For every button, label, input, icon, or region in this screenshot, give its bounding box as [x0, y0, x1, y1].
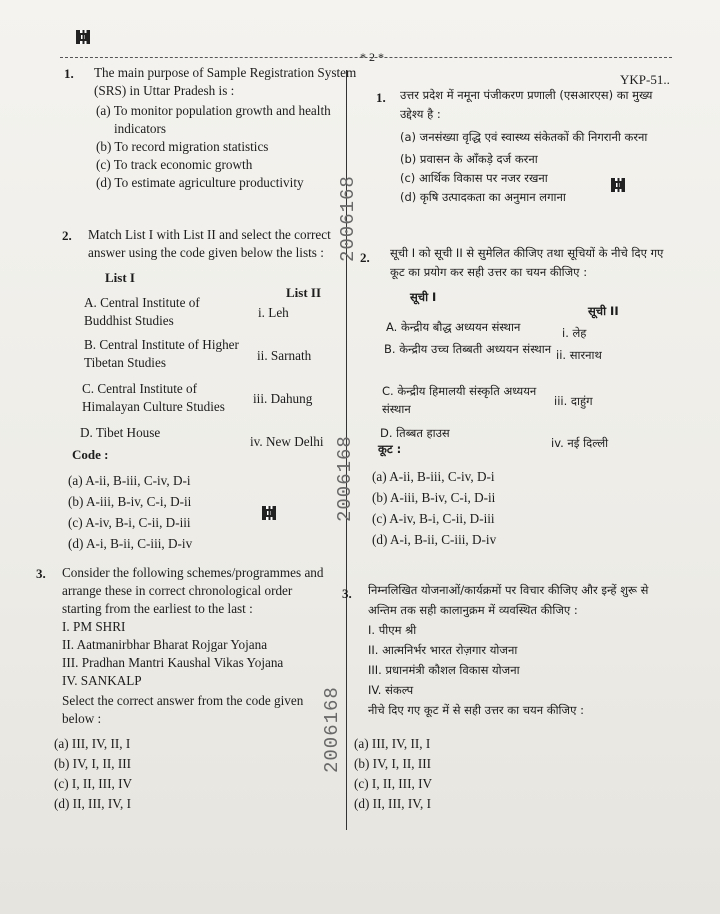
option-c: (c) A-iv, B-i, C-ii, D-iii: [372, 511, 495, 526]
option-a: (a) A-ii, B-iii, C-iv, D-i: [68, 473, 191, 488]
question-stem: निम्नलिखित योजनाओं/कार्यक्रमों पर विचार कीजिए और इन्हें शुरू से अन्तिम तक सही कालानुक्रम में व्यवस्थित कीजिए :: [368, 583, 649, 617]
option-a: (a) A-ii, B-iii, C-iv, D-i: [372, 469, 495, 484]
option-d: (d) कृषि उत्पादकता का अनुमान लगाना: [400, 190, 566, 204]
watermark: 2006168: [321, 686, 343, 773]
item-4: IV. SANKALP: [62, 673, 142, 688]
option-b: (b) IV, I, II, III: [354, 756, 432, 771]
paper-code: YKP-51..: [620, 72, 670, 87]
item-3: III. प्रधानमंत्री कौशल विकास योजना: [368, 663, 520, 677]
option-a: (a) To monitor population growth and health indicators: [96, 103, 331, 136]
list-1-item: C. Central Institute of Himalayan Culture Studies: [82, 381, 225, 414]
option-a: (a) जनसंख्या वृद्धि एवं स्वास्थ्य संकेतकों की निगरानी करना: [400, 130, 648, 144]
list-2-header: List II: [286, 285, 322, 300]
option-a: (a) III, IV, II, I: [354, 736, 431, 751]
list-1-item: D. तिब्बत हाउस: [380, 426, 450, 440]
question-1-en: [94, 64, 362, 192]
list-2-item: i. लेह: [562, 326, 587, 340]
question-3-hi: [368, 580, 656, 720]
question-2-stem-hi: सूची I को सूची II से सुमेलित कीजिए तथा सूचियों के नीचे दिए गए कूट का प्रयोग कर सही उत्तर का चयन कीजिए :: [390, 246, 664, 279]
page-number: * 2 *: [360, 50, 384, 64]
code-label: Code :: [72, 447, 109, 462]
question-number: 3.: [342, 586, 352, 601]
option-d: (d) II, III, IV, I: [354, 796, 432, 811]
list-2-item: iii. Dahung: [253, 391, 313, 406]
watermark: 2006168: [334, 435, 356, 522]
list-1-item: B. Central Institute of Higher Tibetan Studies: [84, 337, 239, 370]
list-1-item: C. केन्द्रीय हिमालयी संस्कृति अध्ययन संस्थान: [382, 384, 537, 416]
question-2-stem-en: Match List I with List II and select the correct answer using the code given below the lists :: [88, 227, 331, 260]
item-3: III. Pradhan Mantri Kaushal Vikas Yojana: [62, 655, 284, 670]
list-1-header: सूची I: [410, 290, 437, 304]
item-4: IV. संकल्प: [368, 683, 414, 697]
list-2-item: iv. New Delhi: [250, 434, 324, 449]
list-1-item: D. Tibet House: [80, 425, 161, 440]
question-stem: उत्तर प्रदेश में नमूना पंजीकरण प्रणाली (एसआरएस) का मुख्य उद्देश्य है :: [400, 88, 653, 121]
option-a: (a) III, IV, II, I: [54, 736, 131, 751]
option-b: (b) IV, I, II, III: [54, 756, 132, 771]
list-2-item: i. Leh: [258, 305, 289, 320]
option-c: (c) I, II, III, IV: [54, 776, 132, 791]
option-b: (b) To record migration statistics: [96, 139, 269, 154]
question-1-hi: [400, 86, 668, 207]
option-b: (b) A-iii, B-iv, C-i, D-ii: [372, 490, 496, 505]
list-1-item: B. केन्द्रीय उच्च तिब्बती अध्ययन संस्थान: [384, 342, 552, 356]
option-c: (c) आर्थिक विकास पर नजर रखना: [400, 171, 548, 185]
question-2-options-en: [68, 470, 308, 554]
header-divider: [60, 57, 672, 58]
question-3-en: [62, 564, 330, 728]
question-number: 2.: [360, 250, 370, 265]
option-b: (b) प्रवासन के आँकड़े दर्ज करना: [400, 152, 538, 166]
list-2-item: ii. Sarnath: [257, 348, 312, 363]
list-2-item: iv. नई दिल्ली: [551, 436, 609, 450]
list-1-item: A. Central Institute of Buddhist Studies: [84, 295, 200, 328]
option-c: (c) To track economic growth: [96, 157, 253, 172]
question-3-options-en: [54, 734, 254, 814]
option-d: (d) To estimate agriculture productivity: [96, 175, 304, 190]
question-3-options-hi: [354, 734, 554, 814]
qr-code-icon: [76, 30, 90, 44]
question-number: 3.: [36, 566, 46, 581]
option-b: (b) A-iii, B-iv, C-i, D-ii: [68, 494, 192, 509]
list-2-item: ii. सारनाथ: [556, 348, 602, 362]
option-d: (d) II, III, IV, I: [54, 796, 132, 811]
question-number: 2.: [62, 228, 72, 243]
option-d: (d) A-i, B-ii, C-iii, D-iv: [68, 536, 193, 551]
list-1-header: List I: [105, 270, 135, 285]
watermark: 2006168: [337, 175, 359, 262]
list-2-header: सूची II: [588, 304, 619, 318]
list-1-item: A. केन्द्रीय बौद्ध अध्ययन संस्थान: [386, 320, 521, 334]
code-label: कूट :: [378, 442, 402, 456]
option-c: (c) I, II, III, IV: [354, 776, 432, 791]
question-stem: The main purpose of Sample Registration System (SRS) in Uttar Pradesh is :: [94, 65, 357, 98]
item-1: I. PM SHRI: [62, 619, 126, 634]
list-2-item: iii. दाहुंग: [554, 394, 593, 408]
question-2-options-hi: [372, 466, 612, 550]
option-d: (d) A-i, B-ii, C-iii, D-iv: [372, 532, 497, 547]
question-stem: Consider the following schemes/programmes and arrange these in correct chronological order starting from the earliest to the last :: [62, 565, 324, 616]
item-2: II. Aatmanirbhar Bharat Rojgar Yojana: [62, 637, 268, 652]
option-c: (c) A-iv, B-i, C-ii, D-iii: [68, 515, 191, 530]
answer-prompt: नीचे दिए गए कूट में से सही उत्तर का चयन कीजिए :: [368, 703, 584, 717]
item-1: I. पीएम श्री: [368, 623, 417, 637]
question-number: 1.: [64, 66, 74, 81]
question-number: 1.: [376, 90, 386, 105]
item-2: II. आत्मनिर्भर भारत रोज़गार योजना: [368, 643, 518, 657]
answer-prompt: Select the correct answer from the code given below :: [62, 693, 304, 726]
